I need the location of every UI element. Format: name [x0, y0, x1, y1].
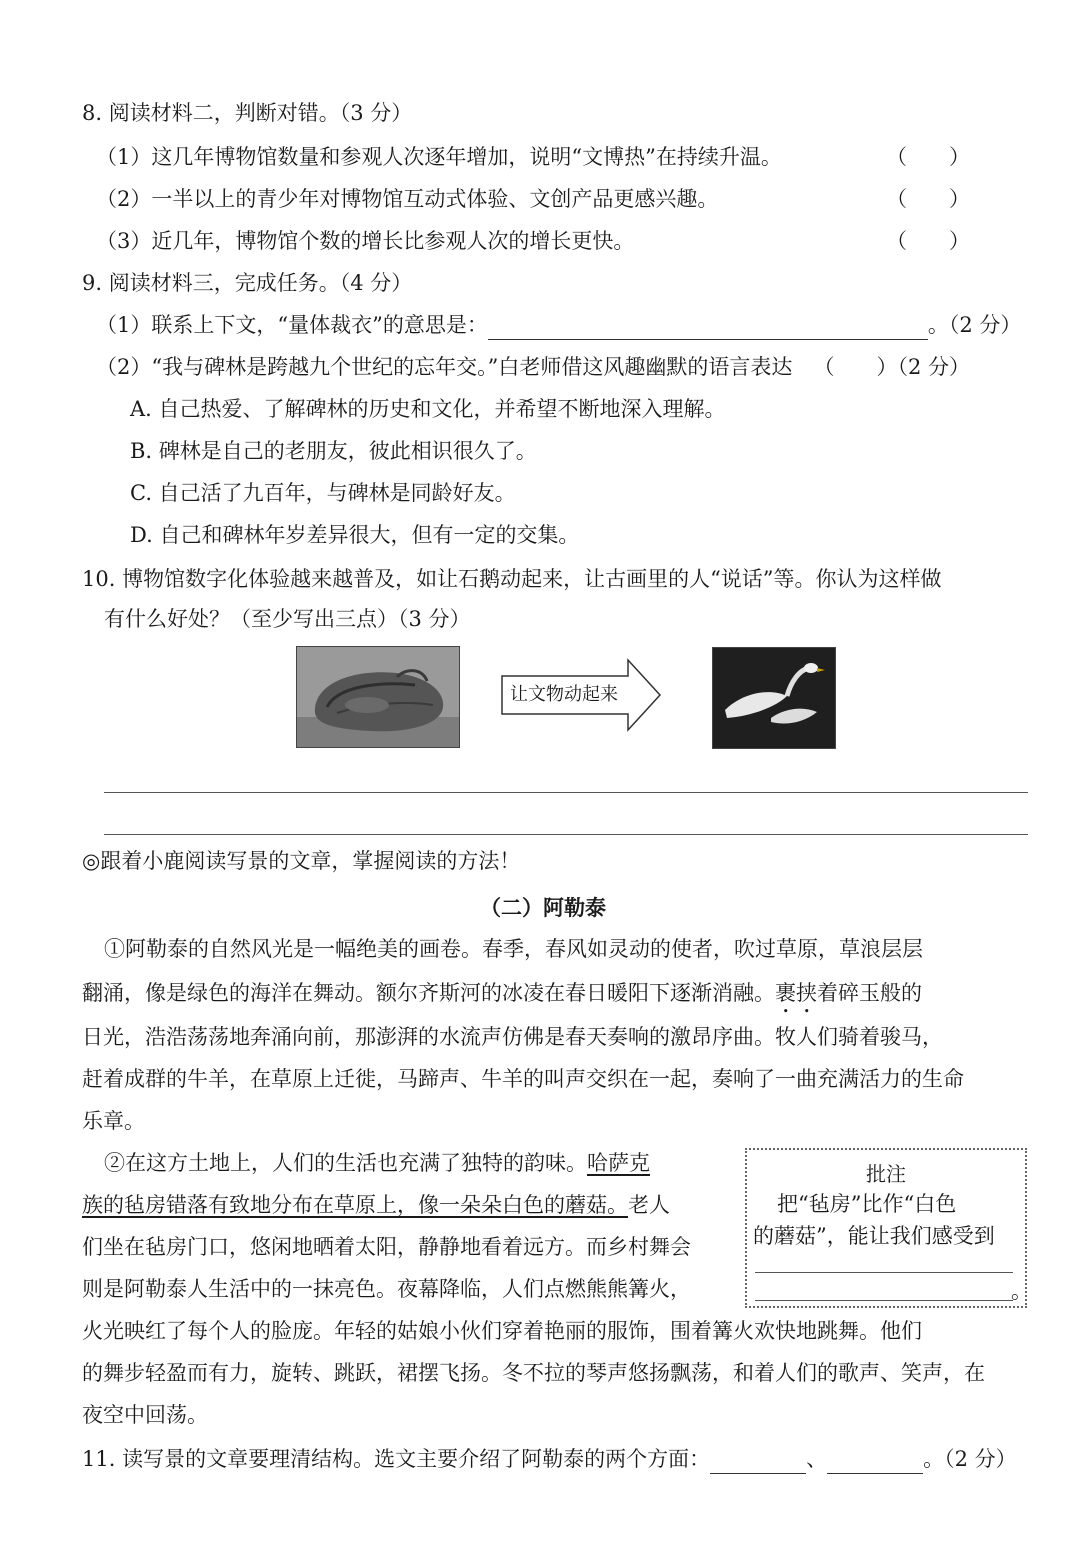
q8-title: 8. 阅读材料二，判断对错。（3 分）: [82, 101, 413, 125]
para1-line-3: 日光，浩浩荡荡地奔涌向前，那澎湃的水流声仿佛是春天奏响的激昂序曲。牧人们骑着骏马，: [82, 1025, 943, 1049]
arrow-label: 让文物动起来: [510, 684, 618, 705]
q9-title: 9. 阅读材料三，完成任务。（4 分）: [82, 271, 413, 295]
q8-item-2-text: （2）一半以上的青少年对博物馆互动式体验、文创产品更感兴趣。: [96, 187, 719, 211]
para1-line-4: 赶着成群的牛羊，在草原上迁徙，马蹄声、牛羊的叫声交织在一起，奏响了一曲充满活力的生命: [82, 1067, 964, 1091]
para1-line-5: 乐章。: [82, 1109, 145, 1133]
q8-item-1-answer-paren[interactable]: （ ）: [886, 145, 970, 169]
section-intro: ◎跟着小鹿阅读写景的文章，掌握阅读的方法！: [82, 849, 521, 873]
q10-answer-line-2[interactable]: [104, 834, 1028, 835]
q8-item-3: [96, 226, 1028, 256]
q10-answer-line-1[interactable]: [104, 792, 1028, 793]
annotation-answer-line-2[interactable]: [755, 1300, 1013, 1301]
q9-option-c: C. 自己活了九百年，与碑林是同龄好友。: [130, 481, 516, 505]
para1-line-1: ①阿勒泰的自然风光是一幅绝美的画卷。春季，春风如灵动的使者，吹过草原，草浪层层: [104, 937, 923, 961]
q8-item-2: [96, 184, 1028, 214]
annotation-title: 批注: [866, 1162, 906, 1186]
q10-line-2: 有什么好处？（至少写出三点）（3 分）: [104, 607, 471, 631]
para1-emphasis-word: 裹挟: [775, 981, 817, 1005]
q9-option-a: A. 自己热爱、了解碑林的历史和文化，并希望不断地深入理解。: [130, 397, 726, 421]
q9-item-1-text: （1）联系上下文，“量体裁衣”的意思是：: [96, 313, 488, 337]
q11-text: 11. 读写景的文章要理清结构。选文主要介绍了阿勒泰的两个方面：: [82, 1447, 711, 1471]
annotation-end-mark: 。: [1011, 1279, 1032, 1303]
animated-goose-image: [712, 647, 836, 749]
para2-line-4: 则是阿勒泰人生活中的一抹亮色。夜幕降临，人们点燃熊熊篝火，: [82, 1277, 691, 1301]
para2-line-3: 们坐在毡房门口，悠闲地晒着太阳，静静地看着远方。而乡村舞会: [82, 1235, 691, 1259]
annotation-line-2: 的蘑菇”，能让我们感受到: [753, 1224, 995, 1248]
para1-line-2c: 着碎玉般的: [817, 981, 922, 1005]
para2-line-2: [82, 1190, 670, 1220]
q9-item-1-score: 。（2 分）: [927, 313, 1022, 337]
stone-goose-illustration: [297, 647, 459, 747]
annotation-answer-line-1[interactable]: [755, 1272, 1013, 1273]
q9-item-2-answer-paren[interactable]: （ ）（2 分）: [813, 355, 970, 379]
para2-line-1: [104, 1148, 650, 1178]
para2-line-2b: 老人: [628, 1193, 670, 1217]
q11-answer-blank-2[interactable]: [827, 1449, 923, 1474]
para2-line-7: 夜空中回荡。: [82, 1403, 208, 1427]
annotation-line-1: 把“毡房”比作“白色: [777, 1192, 957, 1216]
para2-underlined-sentence: 族的毡房错落有致地分布在草原上，像一朵朵白色的蘑菇。: [82, 1193, 628, 1217]
q9-item-1-answer-blank[interactable]: [488, 315, 928, 340]
para1-line-2a: 翻涌，像是绿色的海洋在舞动。额尔齐斯河的冰凌在春日暖阳下逐渐消融。: [82, 981, 775, 1005]
q8-item-3-answer-paren[interactable]: （ ）: [886, 229, 970, 253]
q11-score: 。（2 分）: [923, 1447, 1017, 1471]
q8-item-1-text: （1）这几年博物馆数量和参观人次逐年增加，说明“文博热”在持续升温。: [96, 145, 782, 169]
q9-item-2: [96, 352, 1028, 382]
q8-item-1: [96, 142, 1028, 172]
para2-line-1a: ②在这方土地上，人们的生活也充满了独特的韵味。: [104, 1151, 587, 1175]
q9-option-d: D. 自己和碑林年岁差异很大，但有一定的交集。: [130, 523, 580, 547]
q8-item-3-text: （3）近几年，博物馆个数的增长比参观人次的增长更快。: [96, 229, 635, 253]
q11-separator: 、: [806, 1447, 828, 1471]
passage-title: （二）阿勒泰: [480, 896, 606, 920]
annotation-box: [745, 1148, 1032, 1308]
q9-item-2-text: （2）“我与碑林是跨越九个世纪的忘年交。”白老师借这风趣幽默的语言表达: [96, 355, 793, 379]
q11-line: [82, 1444, 1028, 1474]
arrow-graphic: [500, 658, 662, 732]
para1-line-2: [82, 978, 1028, 1018]
q9-option-b: B. 碑林是自己的老朋友，彼此相识很久了。: [130, 439, 537, 463]
q11-answer-blank-1[interactable]: [710, 1449, 806, 1474]
stone-goose-image: [296, 646, 460, 748]
q8-item-2-answer-paren[interactable]: （ ）: [886, 187, 970, 211]
q10-line-1: 10. 博物馆数字化体验越来越普及，如让石鹅动起来，让古画里的人“说话”等。你认为这样做: [82, 567, 942, 591]
para2-underlined-start: 哈萨克: [587, 1151, 650, 1175]
para2-line-5: 火光映红了每个人的脸庞。年轻的姑娘小伙们穿着艳丽的服饰，围着篝火欢快地跳舞。他们: [82, 1319, 922, 1343]
q9-item-1: [96, 310, 1028, 340]
para2-line-6: 的舞步轻盈而有力，旋转、跳跃，裙摆飞扬。冬不拉的琴声悠扬飘荡，和着人们的歌声、笑声，在: [82, 1361, 985, 1385]
animated-goose-illustration: [713, 648, 835, 748]
